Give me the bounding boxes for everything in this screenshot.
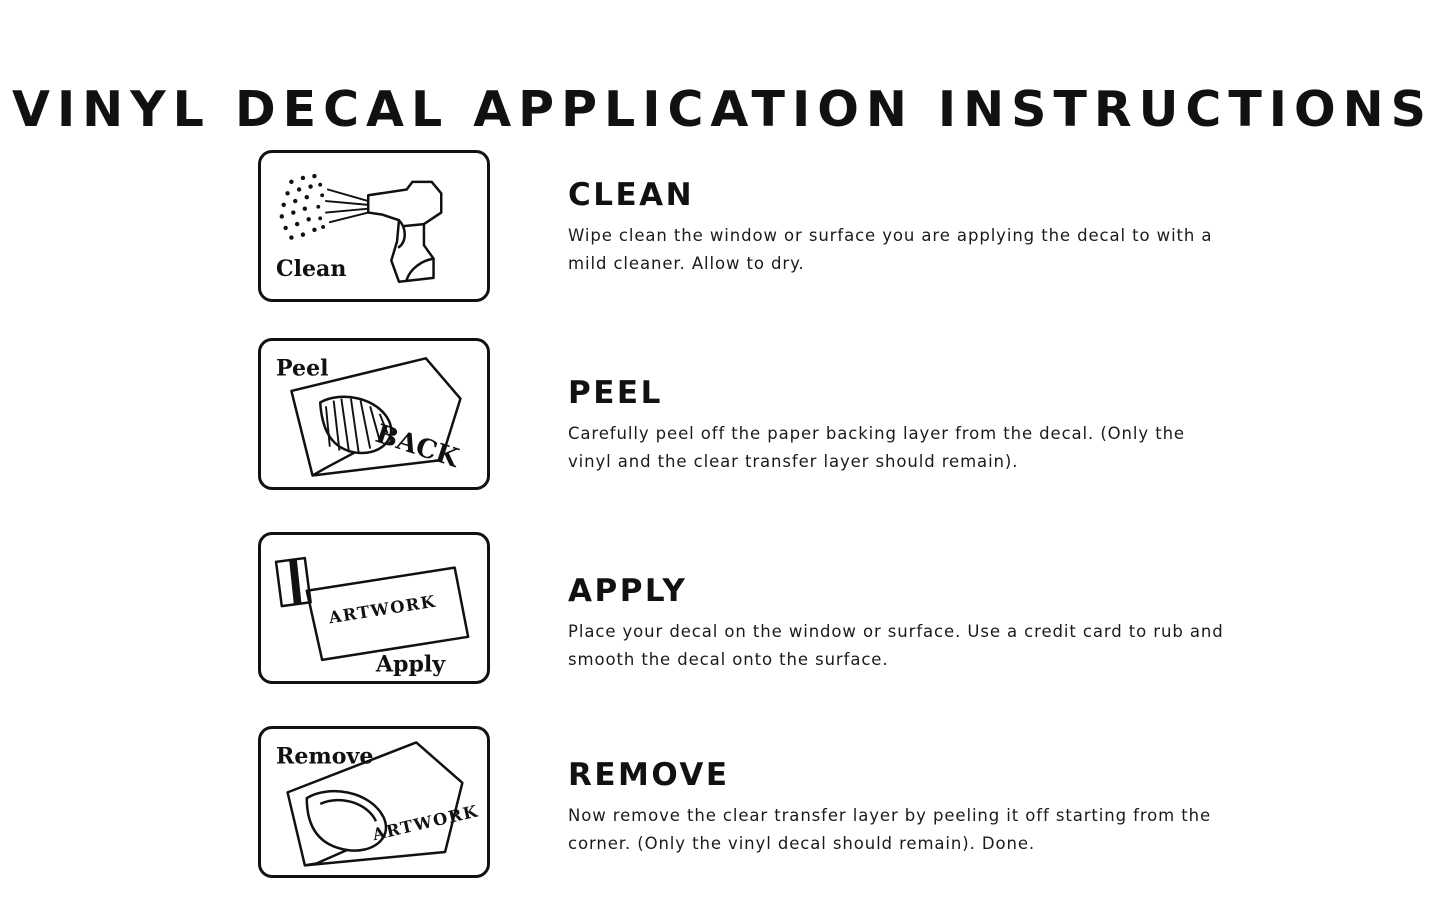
step-clean — [258, 150, 1258, 320]
figure-apply — [258, 532, 490, 684]
step-remove-text — [490, 726, 1258, 859]
step-clean-heading: CLEAN — [568, 177, 695, 213]
page-title: VINYL DECAL APPLICATION INSTRUCTIONS — [12, 80, 1433, 138]
step-apply-body: Place your decal on the window or surface. Use a credit card to rub and smooth the decal onto the surface. — [568, 622, 1224, 670]
figure-remove-label: Remove — [276, 743, 374, 770]
step-clean-text — [490, 150, 1258, 279]
spray-bottle-icon — [261, 153, 487, 299]
figure-remove-label-artwork: ARTWORK — [370, 801, 481, 845]
step-remove — [258, 726, 1258, 896]
figure-peel-label-back: BACK — [371, 419, 463, 474]
figure-peel — [258, 338, 490, 490]
steps-list — [258, 150, 1258, 914]
remove-transfer-icon — [261, 729, 487, 875]
step-remove-heading: REMOVE — [568, 757, 730, 793]
step-peel-heading: PEEL — [568, 375, 663, 411]
step-peel-text — [490, 338, 1258, 477]
figure-apply-label-artwork: ARTWORK — [327, 591, 438, 628]
step-remove-body: Now remove the clear transfer layer by peeling it off starting from the corner. (Only the vinyl decal should remain). Done. — [568, 806, 1212, 854]
step-clean-body: Wipe clean the window or surface you are applying the decal to with a mild cleaner. Allow to dry. — [568, 226, 1213, 274]
step-apply-text — [490, 532, 1258, 675]
figure-remove — [258, 726, 490, 878]
figure-clean-label: Clean — [276, 255, 347, 282]
step-apply — [258, 532, 1258, 708]
squeegee-apply-icon — [261, 535, 487, 681]
figure-apply-label: Apply — [375, 651, 446, 678]
step-peel — [258, 338, 1258, 514]
step-apply-heading: APPLY — [568, 573, 688, 609]
step-peel-body: Carefully peel off the paper backing layer from the decal. (Only the vinyl and the clear transfer layer should remain). — [568, 424, 1185, 472]
figure-clean — [258, 150, 490, 302]
peel-backing-icon — [261, 341, 487, 487]
figure-peel-label: Peel — [276, 355, 329, 382]
